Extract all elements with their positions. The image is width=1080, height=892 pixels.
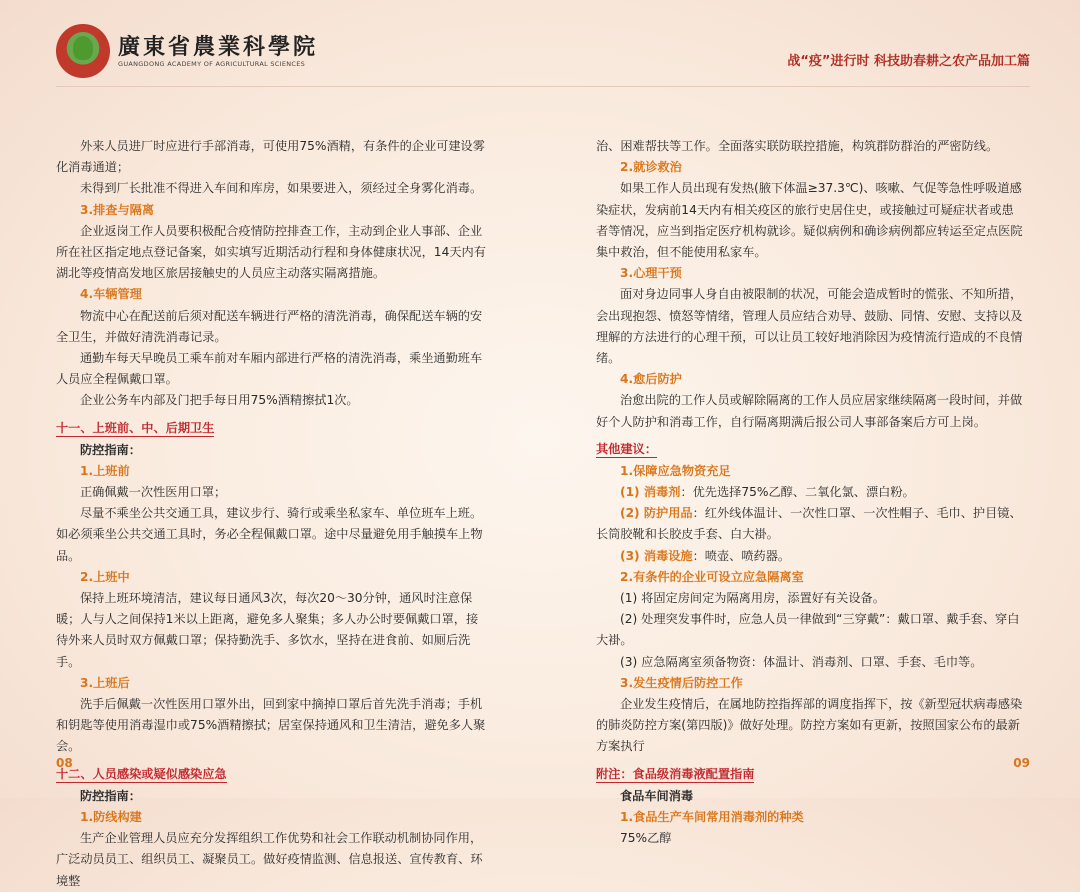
subheading: 3.上班后 — [80, 675, 130, 690]
guide-label: 防控指南： — [80, 442, 141, 457]
paragraph: 生产企业管理人员应充分发挥组织工作优势和社会工作联动机制协同作用，广泛动员员工、组织员工、凝聚员工。做好疫情监测、信息报送、宣传教育、环境整 — [56, 831, 483, 888]
subheading: 1.食品生产车间常用消毒剂的种类 — [620, 809, 804, 824]
paragraph: 治、困难帮扶等工作。全面落实联防联控措施，构筑群防群治的严密防线。 — [596, 139, 999, 153]
list-item: (2) 防护用品：红外线体温计、一次性口罩、一次性帽子、毛巾、护目镜、长筒胶靴和长胶皮手套、白大褂。 — [596, 506, 1022, 542]
paragraph: 外来人员进厂时应进行手部消毒，可使用75%酒精，有条件的企业可建设雾化消毒通道； — [56, 139, 485, 175]
header-title: 战“疫”进行时 科技助春耕之农产品加工篇 — [787, 54, 1030, 69]
org-name-cn: 廣東省農業科學院 — [118, 34, 319, 60]
subheading: 4.愈后防护 — [620, 372, 682, 387]
header-divider — [56, 86, 1030, 87]
list-item: (3) 应急隔离室须备物资：体温计、消毒剂、口罩、手套、毛巾等。 — [620, 654, 983, 669]
paragraph: 企业公务车内部及门把手每日用75%酒精擦拭1次。 — [80, 393, 359, 408]
subheading: 3.心理干预 — [620, 266, 682, 281]
subheading: 3.排查与隔离 — [80, 202, 155, 217]
guide-label: 防控指南： — [80, 788, 141, 803]
paragraph: 75%乙醇 — [620, 831, 672, 846]
page-number-right: 09 — [1013, 756, 1030, 770]
paragraph: 尽量不乘坐公共交通工具，建议步行、骑行或乘坐私家车、单位班车上班。如必须乘坐公共交通工具时，务必全程佩戴口罩。途中尽量避免用手触摸车上物品。 — [56, 506, 483, 563]
appendix-heading: 附注：食品级消毒液配置指南 — [596, 766, 755, 781]
paragraph: 企业发生疫情后，在属地防控指挥部的调度指挥下，按《新型冠状病毒感染的肺炎防控方案(第四版)》做好处理。防控方案如有更新，按照国家公布的最新方案执行 — [596, 697, 1023, 754]
paragraph: 洗手后佩戴一次性医用口罩外出，回到家中摘掉口罩后首先洗手消毒；手机和钥匙等使用消毒湿巾或75%酒精擦拭；居室保持通风和卫生清洁，避免多人聚会。 — [56, 697, 486, 754]
subheading: 2.上班中 — [80, 569, 130, 584]
academy-logo-icon — [56, 24, 110, 78]
list-item: (1) 将固定房间定为隔离用房，添置好有关设备。 — [620, 591, 885, 606]
subheading: 2.就诊救治 — [620, 160, 682, 175]
paragraph: 未得到厂长批准不得进入车间和库房，如果要进入，须经过全身雾化消毒。 — [80, 181, 483, 196]
section-heading-12: 十二、人员感染或疑似感染应急 — [56, 766, 227, 781]
page-number-left: 08 — [56, 756, 73, 770]
paragraph: 物流中心在配送前后须对配送车辆进行严格的清洗消毒，确保配送车辆的安全卫生，并做好清洗消毒记录。 — [56, 308, 483, 344]
subheading: 4.车辆管理 — [80, 287, 142, 302]
list-item: (2) 处理突发事件时，应急人员一律做到“三穿戴”：戴口罩、戴手套、穿白大褂。 — [596, 612, 1020, 648]
right-column — [596, 136, 1023, 849]
list-item: (3) 消毒设施：喷壶、喷药器。 — [620, 548, 791, 563]
section-heading-11: 十一、上班前、中、后期卫生 — [56, 420, 215, 435]
paragraph: 企业返岗工作人员要积极配合疫情防控排查工作，主动到企业人事部、企业所在社区指定地点登记备案，如实填写近期活动行程和身体健康状况，14天内有湖北等疫情高发地区旅居接触史的人员应主动落实隔离措施。 — [56, 223, 486, 281]
org-name-en: GUANGDONG ACADEMY OF AGRICULTURAL SCIENCES — [118, 60, 306, 68]
paragraph: 保持上班环境清洁，建议每日通风3次，每次20～30分钟，通风时注意保暖；人与人之间保持1米以上距离，避免多人聚集；多人办公时要佩戴口罩，接待外来人员时双方佩戴口罩；保持勤洗手、多饮水，坚持在进食前、如厕后洗手。 — [56, 591, 479, 669]
paragraph: 面对身边同事人身自由被限制的状况，可能会造成暂时的慌张、不知所措，会出现抱怨、愤怒等情绪，管理人员应结合劝导、鼓励、同情、安慰、支持以及理解的方法进行的心理干预，可以让员工较好地消除因为疫情流行造成的不良情绪。 — [596, 287, 1023, 366]
subheading: 1.保障应急物资充足 — [620, 463, 731, 478]
subheading: 2.有条件的企业可设立应急隔离室 — [620, 569, 804, 584]
paragraph: 正确佩戴一次性医用口罩； — [80, 485, 227, 500]
subheading: 1.防线构建 — [80, 809, 142, 824]
page-header — [0, 0, 1080, 92]
list-item: (1) 消毒剂：优先选择75%乙醇、二氧化氯、漂白粉。 — [620, 485, 915, 500]
appendix-subtitle: 食品车间消毒 — [620, 788, 694, 803]
paragraph: 通勤车每天早晚员工乘车前对车厢内部进行严格的清洗消毒，乘坐通勤班车人员应全程佩戴口罩。 — [56, 351, 483, 387]
paragraph: 治愈出院的工作人员或解除隔离的工作人员应居家继续隔离一段时间，并做好个人防护和消毒工作，自行隔离期满后报公司人事部备案后方可上岗。 — [596, 393, 1023, 429]
other-suggestions-heading: 其他建议： — [596, 441, 657, 456]
paragraph: 如果工作人员出现有发热(腋下体温≥37.3℃)、咳嗽、气促等急性呼吸道感染症状，发病前14天内有相关疫区的旅行史居住史，或接触过可疑症状者或患者等情况，应当到指定医疗机构就诊。疑似病例和确诊病例都应转运至定点医院集中救治，但不能使用私家车。 — [596, 181, 1023, 260]
subheading: 1.上班前 — [80, 463, 130, 478]
subheading: 3.发生疫情后防控工作 — [620, 675, 743, 690]
left-column — [56, 136, 487, 892]
